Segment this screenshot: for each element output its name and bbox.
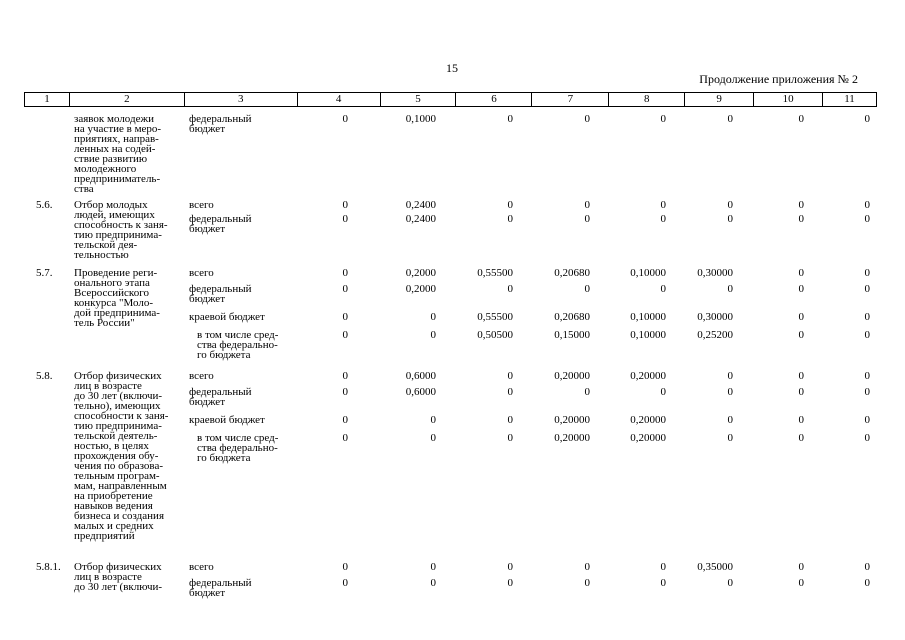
description-line: предприниматель- <box>74 173 161 185</box>
value-cell: 0 <box>727 113 733 125</box>
funding-source-line: федеральный <box>189 386 252 398</box>
value-cell: 0 <box>864 311 870 323</box>
value-cell: 0 <box>864 432 870 444</box>
funding-source-line: федеральный <box>189 213 252 225</box>
value-cell: 0 <box>584 213 590 225</box>
description-line: Отбор физических <box>74 561 162 573</box>
value-cell: 0 <box>864 113 870 125</box>
value-cell: 0 <box>660 283 666 295</box>
description-line: до 30 лет (включи- <box>74 581 163 593</box>
value-cell: 0 <box>798 311 804 323</box>
funding-source-line: всего <box>189 267 214 279</box>
description-line: чения по образова- <box>74 460 163 472</box>
value-cell: 0,2400 <box>405 199 436 211</box>
item-description <box>74 268 160 328</box>
value-cell: 0 <box>864 283 870 295</box>
value-cell: 0,6000 <box>405 386 436 398</box>
value-cell: 0 <box>864 386 870 398</box>
funding-source <box>189 371 214 381</box>
funding-source-line: всего <box>189 370 214 382</box>
column-header: 10 <box>753 93 822 106</box>
funding-source-line: бюджет <box>189 293 225 305</box>
value-cell: 0 <box>584 577 590 589</box>
value-cell: 0 <box>342 432 348 444</box>
value-cell: 0 <box>798 213 804 225</box>
column-header: 11 <box>822 93 876 106</box>
value-cell: 0,55500 <box>477 267 513 279</box>
description-line: мам, направленным <box>74 480 167 492</box>
value-cell: 0 <box>584 386 590 398</box>
description-line: людей, имеющих <box>74 209 155 221</box>
funding-source <box>189 312 265 322</box>
value-cell: 0 <box>430 561 436 573</box>
funding-source <box>189 284 252 304</box>
description-line: Проведение реги- <box>74 267 158 279</box>
description-line: тельской дея- <box>74 239 138 251</box>
description-line: конкурса "Моло- <box>74 297 154 309</box>
continuation-note: Продолжение приложения № 2 <box>699 72 858 86</box>
funding-source <box>197 330 278 360</box>
description-line: прохождения обу- <box>74 450 159 462</box>
value-cell: 0,20000 <box>554 370 590 382</box>
value-cell: 0 <box>660 561 666 573</box>
value-cell: 0 <box>798 432 804 444</box>
value-cell: 0,10000 <box>630 311 666 323</box>
value-cell: 0 <box>430 577 436 589</box>
value-cell: 0 <box>727 386 733 398</box>
funding-source <box>197 433 278 463</box>
row-number: 5.8. <box>36 370 53 382</box>
funding-source <box>189 200 214 210</box>
description-line: тель России" <box>74 317 135 329</box>
row-number: 5.8.1. <box>36 561 61 573</box>
value-cell: 0 <box>430 311 436 323</box>
value-cell: 0 <box>660 386 666 398</box>
column-header: 2 <box>69 93 184 106</box>
value-cell: 0 <box>507 199 513 211</box>
funding-source-line: всего <box>189 561 214 573</box>
value-cell: 0 <box>342 561 348 573</box>
value-cell: 0,20680 <box>554 267 590 279</box>
column-header: 4 <box>297 93 380 106</box>
description-line: лиц в возрасте <box>74 380 142 392</box>
value-cell: 0 <box>342 311 348 323</box>
value-cell: 0,15000 <box>554 329 590 341</box>
description-line: малых и средних <box>74 520 154 532</box>
column-header: 6 <box>455 93 531 106</box>
value-cell: 0 <box>507 432 513 444</box>
funding-source-line: бюджет <box>189 396 225 408</box>
funding-source <box>189 415 265 425</box>
value-cell: 0,10000 <box>630 267 666 279</box>
value-cell: 0 <box>864 414 870 426</box>
value-cell: 0,2000 <box>405 283 436 295</box>
value-cell: 0,2000 <box>405 267 436 279</box>
funding-source-line: ства федерально- <box>197 339 278 351</box>
value-cell: 0,20000 <box>630 432 666 444</box>
description-line: ствие развитию <box>74 153 148 165</box>
value-cell: 0,30000 <box>697 311 733 323</box>
value-cell: 0 <box>727 414 733 426</box>
description-line: заявок молодежи <box>74 113 154 125</box>
description-line: на приобретение <box>74 490 153 502</box>
value-cell: 0 <box>342 329 348 341</box>
funding-source-line: краевой бюджет <box>189 311 265 323</box>
value-cell: 0,1000 <box>405 113 436 125</box>
value-cell: 0 <box>798 561 804 573</box>
column-header: 9 <box>684 93 753 106</box>
value-cell: 0 <box>660 577 666 589</box>
funding-source-line: краевой бюджет <box>189 414 265 426</box>
item-description <box>74 200 168 260</box>
value-cell: 0 <box>798 577 804 589</box>
description-line: до 30 лет (включи- <box>74 390 163 402</box>
description-line: на участие в меро- <box>74 123 162 135</box>
value-cell: 0 <box>798 199 804 211</box>
value-cell: 0 <box>507 561 513 573</box>
value-cell: 0 <box>798 267 804 279</box>
value-cell: 0,35000 <box>697 561 733 573</box>
funding-source-line: федеральный <box>189 113 252 125</box>
description-line: ностью, в целях <box>74 440 149 452</box>
value-cell: 0 <box>798 414 804 426</box>
funding-source <box>189 214 252 234</box>
row-number: 5.7. <box>36 267 53 279</box>
value-cell: 0 <box>342 414 348 426</box>
description-line: бизнеса и создания <box>74 510 164 522</box>
value-cell: 0 <box>507 386 513 398</box>
funding-source-line: го бюджета <box>197 452 251 464</box>
value-cell: 0 <box>864 577 870 589</box>
description-line: предприятий <box>74 530 135 542</box>
funding-source-line: всего <box>189 199 214 211</box>
value-cell: 0 <box>584 561 590 573</box>
value-cell: 0 <box>584 113 590 125</box>
description-line: тельностью <box>74 249 129 261</box>
value-cell: 0,20680 <box>554 311 590 323</box>
value-cell: 0 <box>798 370 804 382</box>
funding-source <box>189 268 214 278</box>
value-cell: 0 <box>660 213 666 225</box>
description-line: тельской деятель- <box>74 430 158 442</box>
value-cell: 0 <box>864 213 870 225</box>
value-cell: 0,20000 <box>554 414 590 426</box>
row-number: 5.6. <box>36 199 53 211</box>
funding-source-line: в том числе сред- <box>197 432 279 444</box>
value-cell: 0 <box>727 370 733 382</box>
value-cell: 0 <box>727 577 733 589</box>
value-cell: 0 <box>798 113 804 125</box>
item-description <box>74 371 168 541</box>
value-cell: 0 <box>798 283 804 295</box>
description-line: лиц в возрасте <box>74 571 142 583</box>
value-cell: 0,10000 <box>630 329 666 341</box>
item-description <box>74 562 162 592</box>
description-line: молодежного <box>74 163 137 175</box>
value-cell: 0 <box>507 283 513 295</box>
funding-source-line: федеральный <box>189 577 252 589</box>
value-cell: 0 <box>727 213 733 225</box>
value-cell: 0 <box>660 113 666 125</box>
value-cell: 0,2400 <box>405 213 436 225</box>
value-cell: 0 <box>864 370 870 382</box>
value-cell: 0,25200 <box>697 329 733 341</box>
value-cell: 0 <box>430 414 436 426</box>
description-line: Отбор физических <box>74 370 162 382</box>
column-header: 1 <box>44 93 50 105</box>
value-cell: 0 <box>342 113 348 125</box>
value-cell: 0,20000 <box>630 370 666 382</box>
column-header: 5 <box>380 93 456 106</box>
value-cell: 0 <box>864 329 870 341</box>
description-line: способность к заня- <box>74 219 168 231</box>
description-line: Отбор молодых <box>74 199 148 211</box>
value-cell: 0 <box>342 283 348 295</box>
value-cell: 0 <box>430 432 436 444</box>
value-cell: 0 <box>507 113 513 125</box>
funding-source-line: го бюджета <box>197 349 251 361</box>
description-line: способности к заня- <box>74 410 169 422</box>
description-line: ленных на содей- <box>74 143 156 155</box>
funding-source <box>189 578 252 598</box>
column-header: 7 <box>531 93 608 106</box>
value-cell: 0 <box>727 199 733 211</box>
description-line: тельно), имеющих <box>74 400 161 412</box>
funding-source-line: в том числе сред- <box>197 329 279 341</box>
value-cell: 0 <box>342 370 348 382</box>
value-cell: 0,55500 <box>477 311 513 323</box>
value-cell: 0 <box>507 370 513 382</box>
description-line: онального этапа <box>74 277 150 289</box>
description-line: ства <box>74 183 94 195</box>
value-cell: 0,20000 <box>630 414 666 426</box>
value-cell: 0 <box>507 414 513 426</box>
value-cell: 0 <box>342 267 348 279</box>
value-cell: 0 <box>660 199 666 211</box>
table-header-row <box>24 92 877 107</box>
value-cell: 0,50500 <box>477 329 513 341</box>
description-line: навыков ведения <box>74 500 153 512</box>
funding-source <box>189 562 214 572</box>
value-cell: 0 <box>584 283 590 295</box>
description-line: приятиях, направ- <box>74 133 159 145</box>
value-cell: 0 <box>864 199 870 211</box>
column-header: 8 <box>608 93 684 106</box>
value-cell: 0,30000 <box>697 267 733 279</box>
value-cell: 0 <box>864 561 870 573</box>
value-cell: 0,6000 <box>405 370 436 382</box>
value-cell: 0 <box>342 199 348 211</box>
value-cell: 0 <box>342 386 348 398</box>
value-cell: 0 <box>864 267 870 279</box>
value-cell: 0 <box>507 577 513 589</box>
description-line: Всероссийского <box>74 287 149 299</box>
value-cell: 0 <box>584 199 590 211</box>
description-line: тельным програм- <box>74 470 160 482</box>
description-line: тию предпринима- <box>74 420 162 432</box>
value-cell: 0 <box>798 329 804 341</box>
funding-source-line: федеральный <box>189 283 252 295</box>
funding-source <box>189 114 252 134</box>
description-line: дой предпринима- <box>74 307 160 319</box>
item-description <box>74 114 161 194</box>
column-header: 3 <box>184 93 297 106</box>
value-cell: 0 <box>727 283 733 295</box>
value-cell: 0 <box>798 386 804 398</box>
funding-source <box>189 387 252 407</box>
description-line: тию предпринима- <box>74 229 162 241</box>
value-cell: 0 <box>342 577 348 589</box>
funding-source-line: ства федерально- <box>197 442 278 454</box>
funding-source-line: бюджет <box>189 223 225 235</box>
page-number: 15 <box>446 61 458 75</box>
value-cell: 0 <box>342 213 348 225</box>
value-cell: 0 <box>507 213 513 225</box>
funding-source-line: бюджет <box>189 123 225 135</box>
funding-source-line: бюджет <box>189 587 225 599</box>
value-cell: 0,20000 <box>554 432 590 444</box>
value-cell: 0 <box>727 432 733 444</box>
value-cell: 0 <box>430 329 436 341</box>
